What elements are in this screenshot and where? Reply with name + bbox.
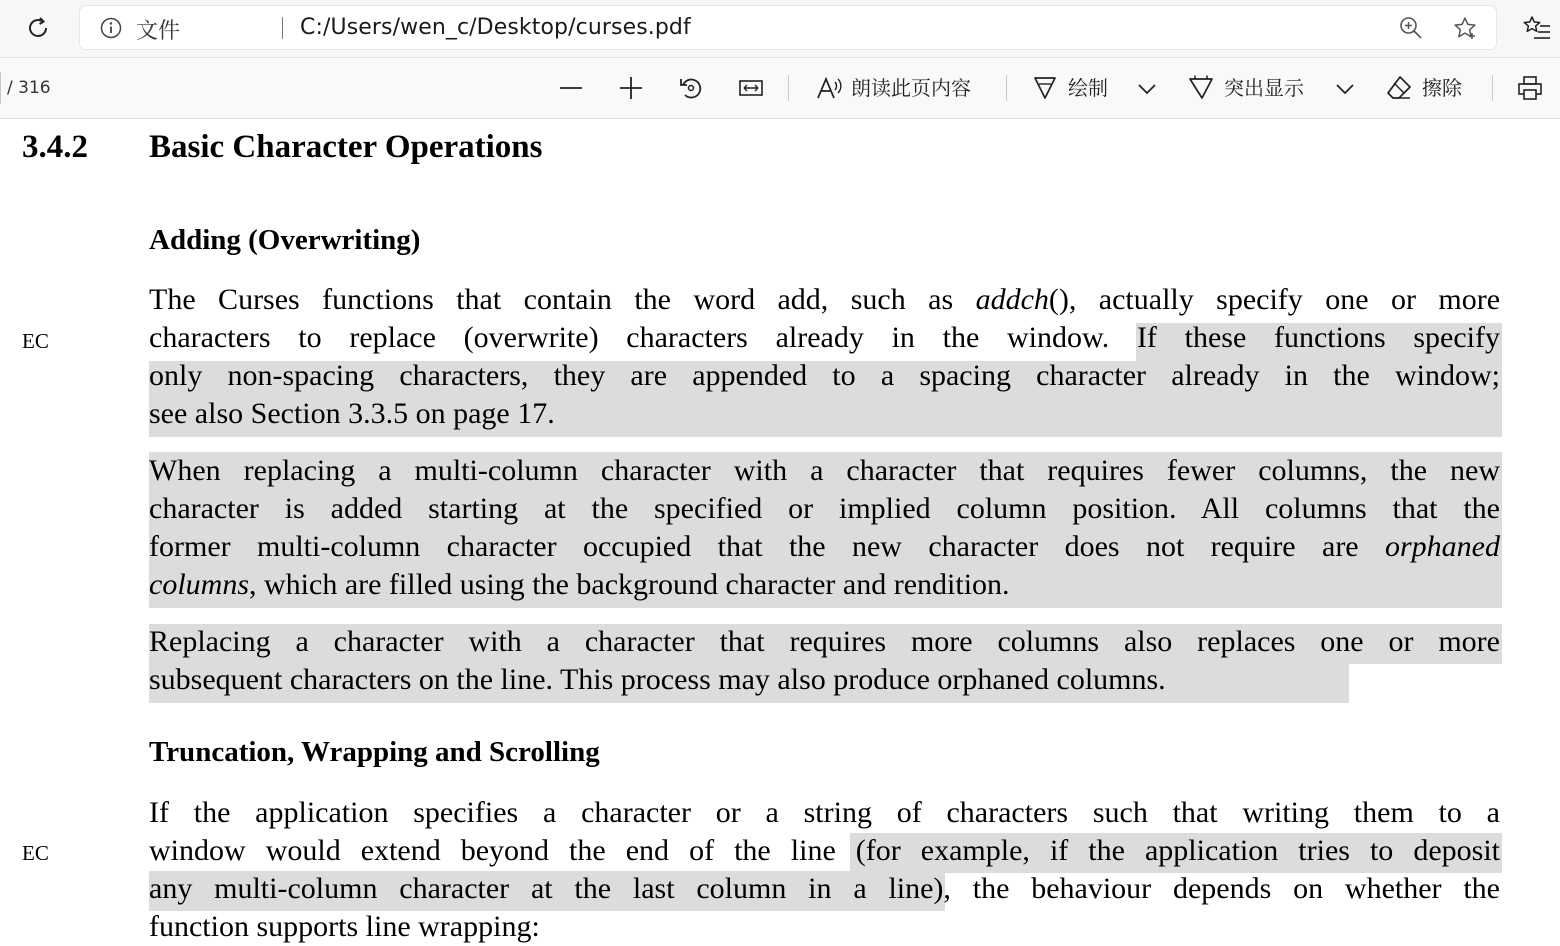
url-text[interactable]: C:/Users/wen_c/Desktop/curses.pdf (300, 15, 691, 40)
paragraph-line: If the application specifies a character or a string of characters such that writing them to a (149, 796, 1500, 829)
toolbar-divider (1492, 75, 1493, 101)
subheading-adding: Adding (Overwriting) (149, 224, 421, 256)
page-count[interactable]: / 316 (0, 72, 51, 104)
read-aloud-icon[interactable] (815, 74, 843, 102)
paragraph-line: see also Section 3.3.5 on page 17. (149, 397, 555, 430)
address-bar-row (0, 0, 1560, 58)
refresh-icon[interactable] (24, 14, 52, 42)
star-icon[interactable] (1452, 15, 1478, 41)
toolbar-divider (788, 75, 789, 101)
chevron-down-icon[interactable] (1133, 74, 1161, 102)
read-aloud-button[interactable]: 朗读此页内容 (851, 76, 971, 100)
zoom-icon[interactable] (1398, 15, 1424, 41)
paragraph-line: Replacing a character with a character that requires more columns also replaces one or more (149, 625, 1500, 658)
margin-tag-ec: EC (22, 329, 49, 353)
rotate-icon[interactable] (677, 74, 705, 102)
pdf-page (0, 119, 1560, 945)
paragraph-line: function supports line wrapping: (149, 910, 540, 943)
fit-width-icon[interactable] (737, 74, 765, 102)
highlight-icon[interactable] (1187, 74, 1215, 102)
paragraph-line: The Curses functions that contain the word add, such as addch(), actually specify one or more (149, 283, 1501, 316)
toolbar-divider (1006, 75, 1007, 101)
site-info-label[interactable]: 文件 (136, 19, 181, 44)
margin-tag-ec: EC (22, 841, 49, 865)
paragraph-line: character is added starting at the specified or implied column position. All columns that the (149, 492, 1500, 525)
zoom-out-icon[interactable] (557, 74, 585, 102)
paragraph-line: window would extend beyond the end of the line (for example, if the application tries to deposit (149, 834, 1500, 867)
zoom-in-icon[interactable] (617, 74, 645, 102)
paragraph-line: any multi-column character at the last column in a line), the behaviour depends on whether the (149, 872, 1500, 905)
address-separator (282, 17, 283, 39)
eraser-icon[interactable] (1385, 74, 1413, 102)
section-title: Basic Character Operations (149, 129, 543, 165)
info-icon[interactable] (100, 17, 122, 39)
paragraph-line: former multi-column character occupied that the new character does not require are orphaned (149, 530, 1500, 563)
draw-button[interactable]: 绘制 (1068, 76, 1108, 100)
favorites-list-icon[interactable] (1522, 14, 1552, 42)
paragraph-line: When replacing a multi-column character with a character that requires fewer columns, the new (149, 454, 1500, 487)
draw-icon[interactable] (1031, 74, 1059, 102)
erase-button[interactable]: 擦除 (1422, 76, 1462, 100)
paragraph-line: characters to replace (overwrite) characters already in the window. If these functions specify (149, 321, 1500, 354)
paragraph-line: columns, which are filled using the background character and rendition. (149, 568, 1010, 601)
highlight-button[interactable]: 突出显示 (1224, 76, 1304, 100)
print-icon[interactable] (1516, 74, 1544, 102)
pdf-toolbar (0, 58, 1560, 119)
section-number: 3.4.2 (22, 129, 88, 165)
subheading-truncation: Truncation, Wrapping and Scrolling (149, 736, 600, 768)
paragraph-line: subsequent characters on the line. This process may also produce orphaned columns. (149, 663, 1166, 696)
chevron-down-icon[interactable] (1331, 74, 1359, 102)
paragraph-line: only non-spacing characters, they are appended to a spacing character already in the window; (149, 359, 1500, 392)
address-bar[interactable] (80, 6, 1496, 49)
